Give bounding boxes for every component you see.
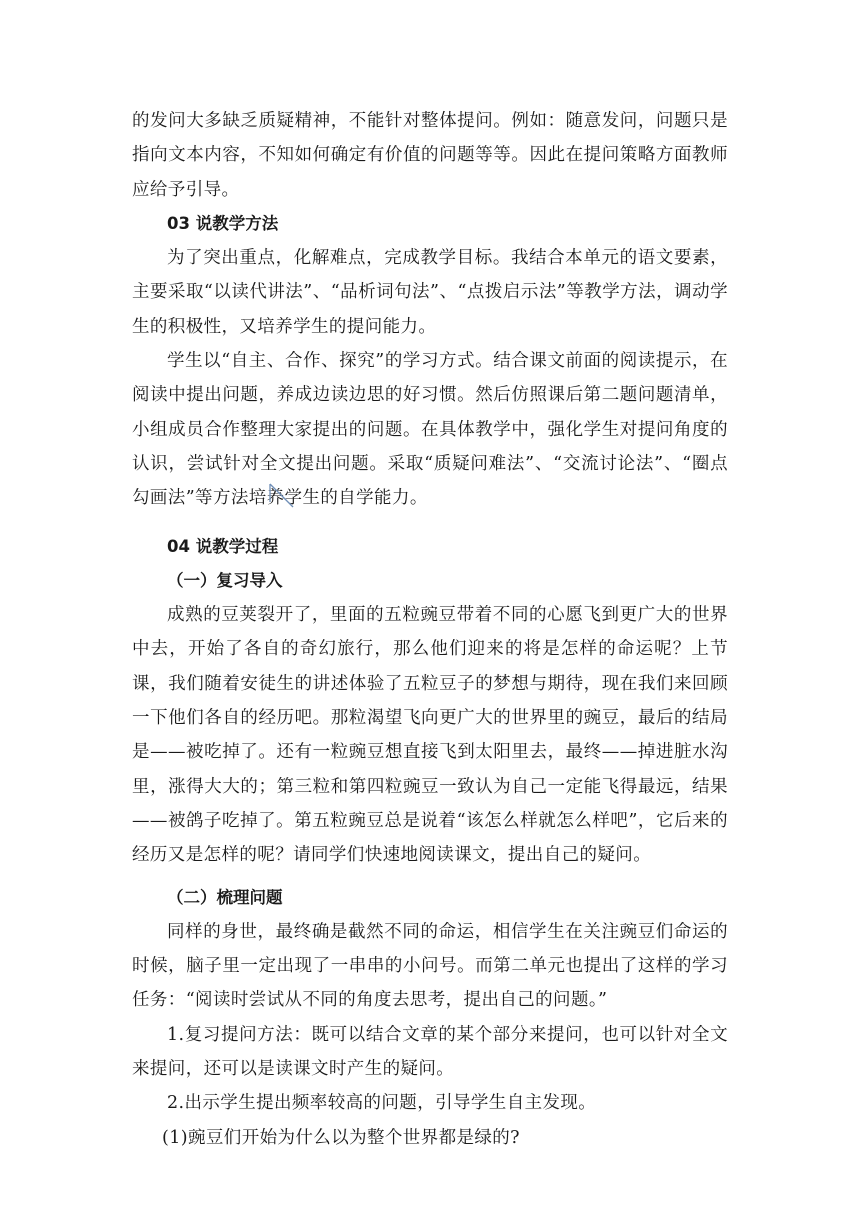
list-subitem-question-1: (1)豌豆们开始为什么以为整个世界都是绿的? [162,1127,520,1148]
section-heading-teaching-methods: 03 说教学方法 [167,213,279,233]
teaching-methods-paragraph-1: 为了突出重点，化解难点，完成教学目标。我结合本单元的语文要素，主要采取“以读代讲法”、“品析词句法”、“点拨启示法”等教学方法，调动学生的积极性，又培养学生的提问能力。 [132,248,728,337]
organize-questions-paragraph: 同样的身世，最终确是截然不同的命运，相信学生在关注豌豆们命运的时候，脑子里一定出现了一串串的小问号。而第二单元也提出了这样的学习任务：“阅读时尝试从不同的角度去思考，提出自己的问题。” [132,921,728,1011]
review-paragraph: 成熟的豆荚裂开了，里面的五粒豌豆带着不同的心愿飞到更广大的世界中去，开始了各自的奇幻旅行，那么他们迎来的将是怎样的命运呢？上节课，我们随着安徒生的讲述体验了五粒豆子的梦想与期待，现在我们来回顾一下他们各自的经历吧。那粒渴望飞向更广大的世界里的豌豆，最后的结局是——被吃掉了。还有一粒豌豆想直接飞到太阳里去，最终——掉进脏水沟里，涨得大大的；第三粒和第四粒豌豆一致认为自己一定能飞得最远，结果——被鸽子吃掉了。第五粒豌豆总是说着“该怎么样就怎么样吧”，它后来的经历又是怎样的呢？请同学们快速地阅读课文，提出自己的疑问。 [132,605,728,866]
subsection-heading-organize-questions: （二）梳理问题 [167,887,283,907]
list-item-review-methods: 1.复习提问方法：既可以结合文章的某个部分来提问，也可以针对全文来提问，还可以是读课文时产生的疑问。 [132,1024,728,1080]
document-page [132,104,728,1155]
list-item-show-questions: 2.出示学生提出频率较高的问题，引导学生自主发现。 [167,1093,597,1114]
text-cursor-corner-icon [268,482,296,510]
subsection-heading-review: （一）复习导入 [167,570,283,590]
teaching-methods-paragraph-2: 学生以“自主、合作、探究”的学习方式。结合课文前面的阅读提示，在阅读中提出问题，养成边读边思的好习惯。然后仿照课后第二题问题清单，小组成员合作整理大家提出的问题。在具体教学中，强化学生对提问角度的认识，尝试针对全文提出问题。采取“质疑问难法”、“交流讨论法”、“圈点勾画法”等方法培养学生的自学能力。 [132,351,728,509]
section-heading-teaching-process: 04 说教学过程 [167,536,279,556]
intro-paragraph: 的发问大多缺乏质疑精神，不能针对整体提问。例如：随意发问，问题只是指向文本内容，不知如何确定有价值的问题等等。因此在提问策略方面教师应给予引导。 [132,111,728,200]
